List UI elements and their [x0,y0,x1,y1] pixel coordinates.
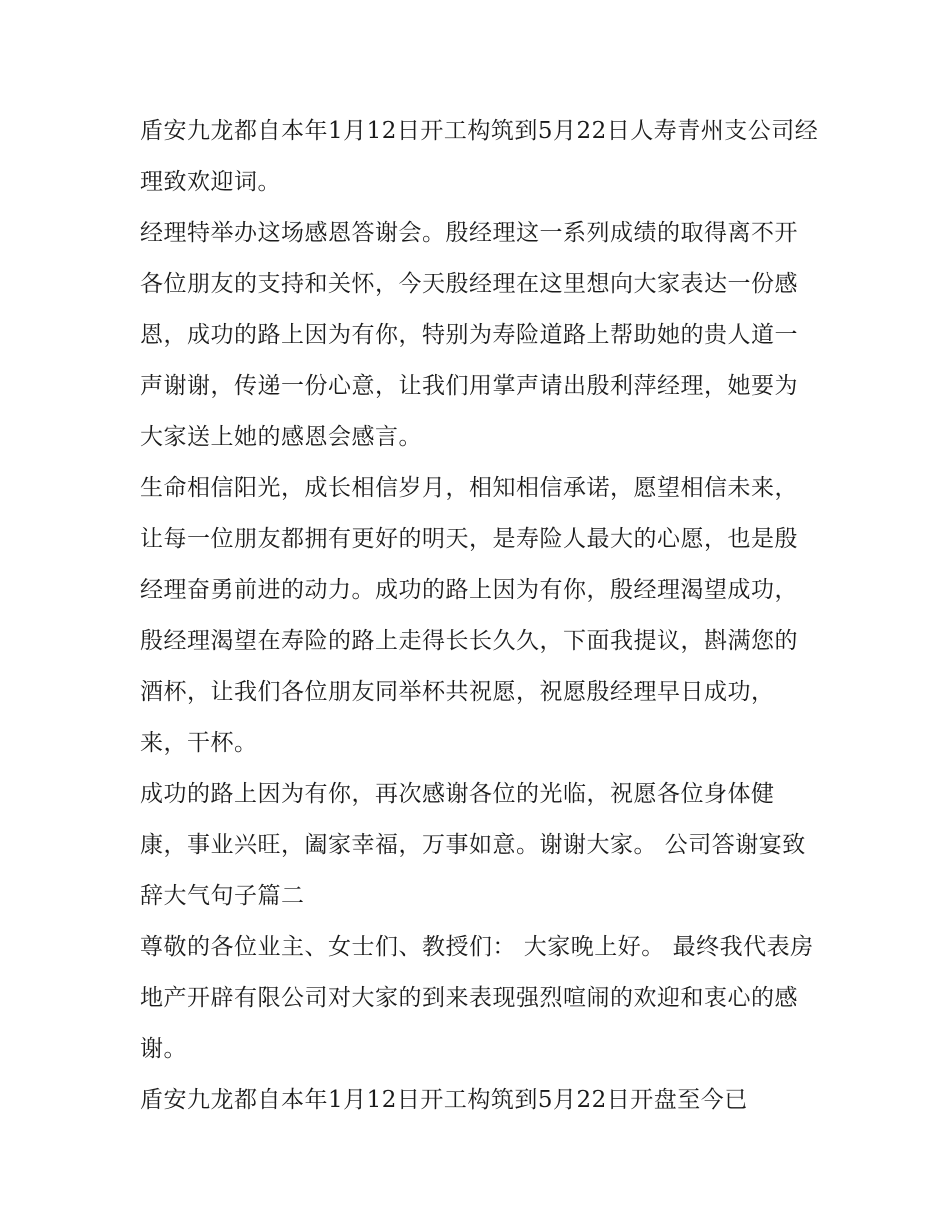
paragraph-3: 生命相信阳光，成长相信岁月，相知相信承诺，愿望相信未来，让每一位朋友都拥有更好的明天，是寿险人最大的心愿，也是殷经理奋勇前进的动力。成功的路上因为有你，殷经理渴望成功，殷经理渴望在寿险的路上走得长长久久，下面我提议，斟满您的酒杯，让我们各位朋友同举杯共祝愿，祝愿殷经理早日成功，来，干杯。 [140,475,798,756]
document-body [140,106,820,1126]
paragraph-4: 成功的路上因为有你，再次感谢各位的光临，祝愿各位身体健康，事业兴旺，阖家幸福，万事如意。谢谢大家。 公司答谢宴致辞大气句子篇二 [140,781,806,909]
paragraph-2: 经理特举办这场感恩答谢会。殷经理这一系列成绩的取得离不开各位朋友的支持和关怀，今天殷经理在这里想向大家表达一份感恩，成功的路上因为有你，特别为寿险道路上帮助她的贵人道一声谢谢，传递一份心意，让我们用掌声请出殷利萍经理，她要为大家送上她的感恩会感言。 [140,220,798,450]
paragraph-6: 盾安九龙都自本年1月12日开工构筑到5月22日开盘至今已 [140,1087,748,1113]
paragraph-1: 盾安九龙都自本年1月12日开工构筑到5月22日人寿青州支公司经理致欢迎词。 [140,118,819,195]
paragraph-5: 尊敬的各位业主、女士们、教授们： 大家晚上好。 最终我代表房地产开辟有限公司对大家的到来表现强烈喧闹的欢迎和衷心的感谢。 [140,934,814,1062]
